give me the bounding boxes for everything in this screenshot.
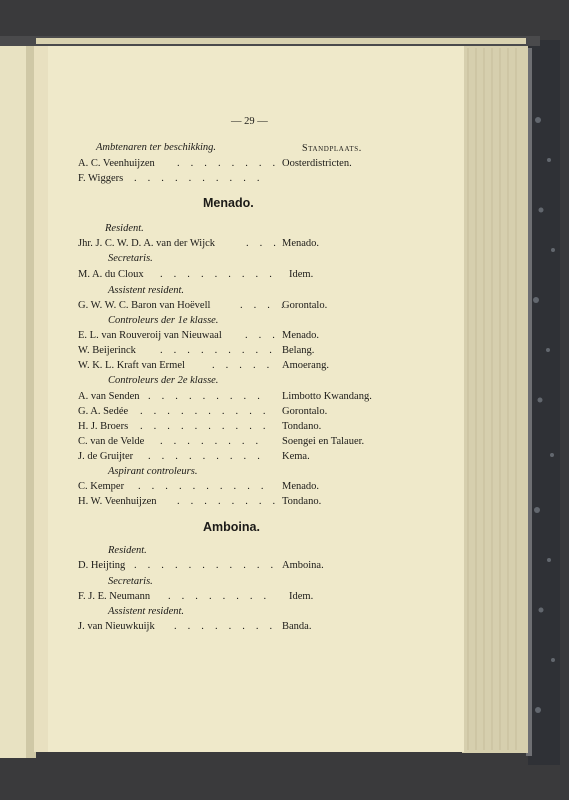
list-item-place: Oosterdistricten.: [282, 158, 352, 169]
list-item-name: G. A. Sedée: [78, 406, 129, 417]
list-item-place: Menado.: [282, 238, 320, 249]
list-item-place: Limbotto Kwandang.: [282, 391, 372, 402]
leader-dots: . . . . . . . . .: [148, 391, 265, 402]
list-item-place: Banda.: [282, 621, 312, 632]
leader-dots: . . . . . . . .: [174, 621, 277, 632]
list-item-name: A. C. Veenhuijzen: [78, 158, 155, 169]
list-item-name: C. van de Velde: [78, 436, 145, 447]
role-label: Secretaris.: [108, 253, 153, 264]
leader-dots: . . . . . . . .: [177, 496, 280, 507]
header-ambtenaren: Ambtenaren ter beschikking.: [96, 142, 217, 153]
leader-dots: . . . . . . . . . .: [138, 481, 268, 492]
list-item-name: Jhr. J. C. W. D. A. van der Wijck: [78, 238, 216, 249]
list-item-place: Menado.: [282, 330, 320, 341]
leader-dots: . . . . . . . .: [177, 158, 280, 169]
list-item-place: Idem.: [289, 269, 314, 280]
list-item-name: G. W. W. C. Baron van Hoëvell: [78, 300, 211, 311]
list-item-name: H. J. Broers: [78, 421, 129, 432]
list-item-name: W. Beijerinck: [78, 345, 136, 356]
role-label: Controleurs der 2e klasse.: [108, 375, 219, 386]
list-item-name: J. de Gruijter: [78, 451, 134, 462]
leader-dots: . . . . . . . . .: [148, 451, 265, 462]
list-item-name: W. K. L. Kraft van Ermel: [78, 360, 185, 371]
role-label: Controleurs der 1e klasse.: [108, 315, 219, 326]
list-item-place: Gorontalo.: [282, 300, 328, 311]
list-item-place: Tondano.: [282, 421, 322, 432]
leader-dots: . . . .: [240, 300, 288, 311]
list-item-name: F. J. E. Neumann: [78, 591, 151, 602]
list-item-place: Gorontalo.: [282, 406, 328, 417]
list-item-place: Amboina.: [282, 560, 324, 571]
list-item-place: Soengei en Talauer.: [282, 436, 365, 447]
leader-dots: . . . . . . . . . .: [140, 406, 270, 417]
leader-dots: . . . . .: [212, 360, 274, 371]
list-item-name: J. van Nieuwkuijk: [78, 621, 155, 632]
role-label: Assistent resident.: [108, 285, 185, 296]
list-item-place: Kema.: [282, 451, 310, 462]
list-item-place: Tondano.: [282, 496, 322, 507]
list-item-name: A. van Senden: [78, 391, 140, 402]
section-heading-menado: Menado.: [203, 196, 254, 210]
list-item-name: E. L. van Rouveroij van Nieuwaal: [78, 330, 222, 341]
role-label: Assistent resident.: [108, 606, 185, 617]
list-item-name: C. Kemper: [78, 481, 125, 492]
list-item-name: H. W. Veenhuijzen: [78, 496, 157, 507]
role-label: Resident.: [108, 545, 147, 556]
list-item-place: Menado.: [282, 481, 320, 492]
leader-dots: . . . . . . . . . . .: [134, 560, 278, 571]
leader-dots: . . . . . . . .: [160, 436, 263, 447]
page-number: — 29 —: [231, 116, 268, 127]
leader-dots: . . .: [245, 330, 280, 341]
leader-dots: . . .: [246, 238, 281, 249]
header-standplaats: Standplaats.: [302, 143, 362, 154]
leader-dots: . . . . . . . . .: [160, 269, 277, 280]
leader-dots: . . . . . . . . . .: [140, 421, 270, 432]
role-label: Resident.: [105, 223, 144, 234]
list-item-place: Amoerang.: [282, 360, 329, 371]
role-label: Secretaris.: [108, 576, 153, 587]
list-item-name: M. A. du Cloux: [78, 269, 144, 280]
leader-dots: . . . . . . . . . .: [134, 173, 264, 184]
role-label: Aspirant controleurs.: [108, 466, 198, 477]
leader-dots: . . . . . . . .: [168, 591, 271, 602]
list-item-name: D. Heijting: [78, 560, 126, 571]
list-item-place: Idem.: [289, 591, 314, 602]
list-item-place: Belang.: [282, 345, 315, 356]
leader-dots: . . . . . . . . .: [160, 345, 277, 356]
section-heading-amboina: Amboina.: [203, 520, 260, 534]
list-item-name: F. Wiggers: [78, 173, 124, 184]
